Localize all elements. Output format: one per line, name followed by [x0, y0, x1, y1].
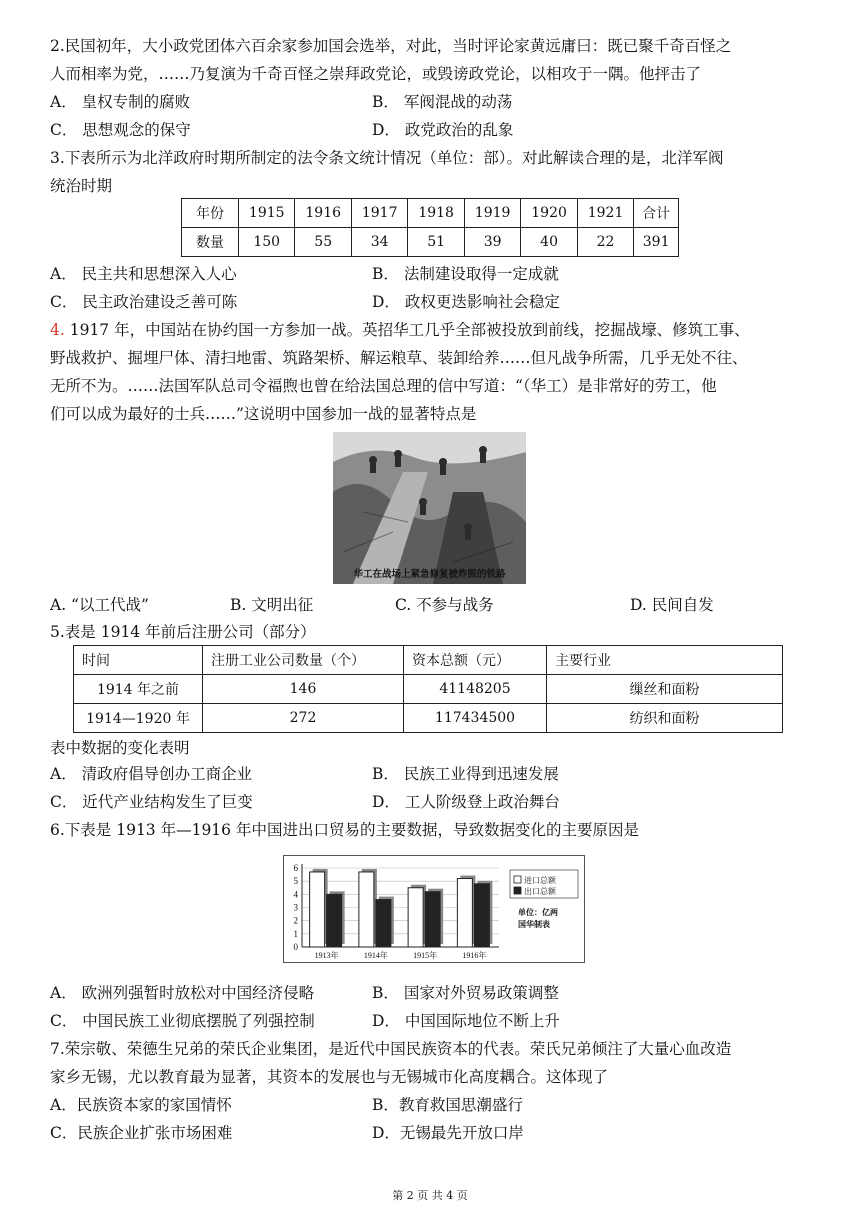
q7-option-a: A．民族资本家的家国情怀 — [50, 1096, 232, 1114]
q4-option-a: A. “以工代战” — [50, 596, 149, 614]
export-bar — [474, 884, 489, 947]
q4-historical-photo — [333, 432, 526, 584]
chart-unit-note: 单位：亿两 — [518, 908, 558, 917]
table-cell: 年份 — [182, 199, 239, 228]
table-cell: 1914 年之前 — [74, 675, 203, 704]
table-header-cell: 时间 — [74, 646, 203, 675]
export-bar — [376, 900, 391, 947]
table-cell: 1917 — [351, 199, 407, 228]
q7-stem-line1: 7.荣宗敬、荣德生兄弟的荣氏企业集团，是近代中国民族资本的代表。荣氏兄弟倾注了大量心血改造 — [50, 1040, 732, 1058]
export-bar — [327, 894, 342, 947]
q3-option-b: B． 法制建设取得一定成就 — [372, 265, 559, 283]
table-header-cell: 主要行业 — [547, 646, 783, 675]
table-row — [182, 199, 679, 228]
y-tick-label: 1 — [293, 928, 298, 939]
table-cell: 40 — [521, 228, 577, 257]
table-row — [182, 228, 679, 257]
table-cell: 34 — [351, 228, 407, 257]
y-tick-label: 2 — [293, 915, 298, 926]
q2-option-a: A． 皇权专制的腐败 — [50, 93, 191, 111]
table-cell: 1919 — [464, 199, 520, 228]
q2-option-d: D． 政党政治的乱象 — [372, 121, 514, 139]
table-cell: 1914—1920 年 — [74, 704, 203, 733]
q5-option-b: B． 民族工业得到迅速发展 — [372, 765, 559, 783]
q5-option-a: A． 清政府倡导创办工商企业 — [50, 765, 253, 783]
q3-option-d: D． 政权更迭影响社会稳定 — [372, 293, 560, 311]
table-cell: 1915 — [239, 199, 295, 228]
legend-label: 进口总额 — [524, 876, 556, 885]
table-cell: 39 — [464, 228, 520, 257]
table-cell: 146 — [203, 675, 404, 704]
q3-stem-line2: 统治时期 — [50, 177, 113, 195]
q5-option-c: C． 近代产业结构发生了巨变 — [50, 793, 253, 811]
q2-stem-line2: 人而相率为党，……乃复演为千奇百怪之崇拜政党论，或毁谤政党论，以相攻于一隅。他抨击了 — [50, 65, 702, 83]
page-footer: 第 2 页 共 4 页 — [392, 1189, 468, 1202]
q5-follow: 表中数据的变化表明 — [50, 739, 190, 757]
q5-stem: 5.表是 1914 年前后注册公司（部分） — [50, 623, 316, 641]
q6-trade-chart — [283, 855, 585, 963]
q7-option-d: D．无锡最先开放口岸 — [372, 1124, 524, 1142]
export-bar — [425, 892, 440, 947]
y-tick-label: 0 — [293, 942, 298, 952]
q2-stem-line1: 2.民国初年，大小政党团体六百余家参加国会选举，对此，当时评论家黄远庸曰：既已聚千奇百怪之 — [50, 37, 732, 55]
table-row — [74, 646, 783, 675]
q4-stem-line3: 无所不为。……法国军队总司令福煦也曾在给法国总理的信中写道：“（华工）是非常好的劳工，他 — [50, 377, 717, 395]
x-tick-label: 1913年 — [314, 951, 339, 960]
legend-swatch — [514, 887, 521, 894]
legend-swatch — [514, 876, 521, 883]
q3-stem-line1: 3.下表所示为北洋政府时期所制定的法令条文统计情况（单位：部）。对此解读合理的是，北洋军阀 — [50, 149, 724, 167]
q5-option-d: D． 工人阶级登上政治舞台 — [372, 793, 560, 811]
table-row — [74, 675, 783, 704]
chart-source-note: 国华制表 — [518, 920, 550, 929]
q6-stem: 6.下表是 1913 年—1916 年中国进出口贸易的主要数据，导致数据变化的主要原因是 — [50, 821, 639, 839]
table-cell: 1918 — [408, 199, 464, 228]
table-header-cell: 资本总额（元） — [404, 646, 547, 675]
q7-option-c: C．民族企业扩张市场困难 — [50, 1124, 233, 1142]
y-tick-label: 4 — [293, 889, 298, 900]
q3-option-c: C． 民主政治建设乏善可陈 — [50, 293, 238, 311]
import-bar — [408, 888, 423, 947]
q3-option-a: A． 民主共和思想深入人心 — [50, 265, 237, 283]
q4-option-c: C. 不参与战务 — [395, 596, 494, 614]
table-header-cell: 注册工业公司数量（个） — [203, 646, 404, 675]
table-cell: 41148205 — [404, 675, 547, 704]
q6-option-d: D． 中国国际地位不断上升 — [372, 1012, 560, 1030]
table-cell: 缫丝和面粉 — [547, 675, 783, 704]
q2-option-c: C． 思想观念的保守 — [50, 121, 191, 139]
q6-option-c: C． 中国民族工业彻底摆脱了列强控制 — [50, 1012, 315, 1030]
table-cell: 合计 — [634, 199, 679, 228]
x-tick-label: 1916年 — [462, 951, 487, 960]
table-cell: 391 — [634, 228, 679, 257]
table-cell: 1916 — [295, 199, 351, 228]
q6-option-b: B． 国家对外贸易政策调整 — [372, 984, 559, 1002]
table-cell: 272 — [203, 704, 404, 733]
table-cell: 数量 — [182, 228, 239, 257]
photo-illustration — [333, 432, 526, 584]
table-cell: 1921 — [577, 199, 633, 228]
q7-option-b: B．教育救国思潮盛行 — [372, 1096, 523, 1114]
table-cell: 纺织和面粉 — [547, 704, 783, 733]
q5-company-table — [73, 645, 783, 733]
table-row — [74, 704, 783, 733]
x-tick-label: 1915年 — [413, 951, 438, 960]
q4-number: 4. — [50, 321, 65, 339]
import-bar — [310, 872, 325, 947]
q4-stem-line2: 野战救护、掘埋尸体、清扫地雷、筑路架桥、解运粮草、装卸给养……但凡战争所需，几乎无处不往、 — [50, 349, 748, 367]
q2-option-b: B． 军阀混战的动荡 — [372, 93, 513, 111]
bar-chart — [284, 856, 584, 962]
table-cell: 150 — [239, 228, 295, 257]
table-cell: 51 — [408, 228, 464, 257]
y-tick-label: 3 — [293, 902, 298, 913]
table-cell: 55 — [295, 228, 351, 257]
q4-stem-text: 1917 年，中国站在协约国一方参加一战。英招华工几乎全部被投放到前线，挖掘战壕、修筑工事、 — [64, 321, 750, 339]
table-cell: 117434500 — [404, 704, 547, 733]
table-cell: 22 — [577, 228, 633, 257]
q4-photo-caption: 华工在战场上紧急修复被炸毁的铁路 — [353, 569, 506, 580]
q4-stem-line1 — [50, 320, 750, 340]
table-cell: 1920 — [521, 199, 577, 228]
q4-option-b: B. 文明出征 — [230, 596, 314, 614]
q4-option-d: D. 民间自发 — [630, 596, 714, 614]
q4-stem-line4: 们可以成为最好的士兵……”这说明中国参加一战的显著特点是 — [50, 405, 477, 423]
q6-option-a: A． 欧洲列强暂时放松对中国经济侵略 — [50, 984, 315, 1002]
legend-label: 出口总额 — [524, 887, 556, 896]
y-tick-label: 5 — [293, 876, 298, 887]
y-tick-label: 6 — [293, 863, 298, 873]
q7-stem-line2: 家乡无锡，尤以教育最为显著，其资本的发展也与无锡城市化高度耦合。这体现了 — [50, 1068, 609, 1086]
import-bar — [457, 879, 472, 947]
import-bar — [359, 872, 374, 947]
x-tick-label: 1914年 — [363, 951, 388, 960]
q3-law-table — [181, 198, 679, 257]
